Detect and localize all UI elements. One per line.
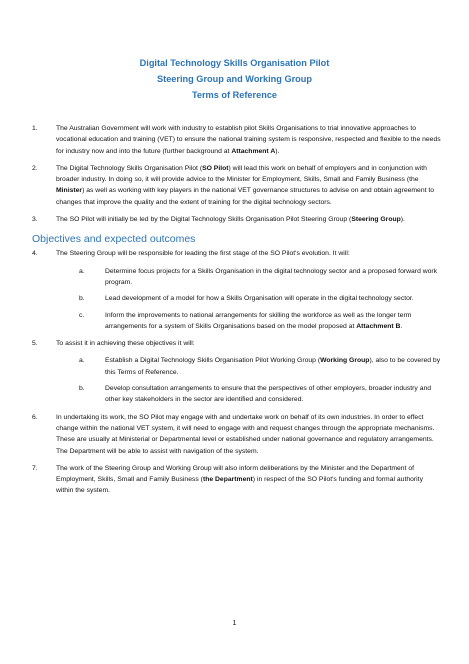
paragraph-text: ) in respect of the SO Pilot's funding and formal authority within the system. — [56, 476, 423, 495]
paragraph-4 — [32, 248, 442, 332]
paragraph-7 — [32, 463, 442, 497]
sub-item — [79, 355, 442, 378]
paragraph-text: The work of the Steering Group and Working Group will also inform deliberations by the Minister and the Department of Employment, Skills, Small and Family Business ( — [56, 464, 415, 484]
paragraph-6 — [32, 412, 442, 457]
section-heading: Objectives and expected outcomes — [32, 233, 196, 246]
sub-item-letter: b. — [79, 385, 85, 393]
paragraph-1 — [32, 123, 442, 157]
sub-item-text: Develop consultation arrangements to ensure that the perspectives of other employers, broader industry and other key stakeholders in the sector are identified and considered. — [105, 385, 432, 404]
bold-term: Attachment B — [356, 322, 401, 330]
paragraph-number: 5. — [32, 340, 38, 348]
paragraph-number: 7. — [32, 464, 38, 472]
bold-term: SO Pilot — [202, 164, 229, 172]
paragraph-number: 3. — [32, 216, 38, 224]
paragraph-text: In undertaking its work, the SO Pilot may engage with and undertake work on behalf of its own industries. In order to effect change within the national VET system, it will need to engage with and request changes through the appropriate mechanisms. These are usually at Ministerial or Departmental level or established under national governance and regulatory arrangements. The Department will be able to assist with navigation of the system. — [56, 413, 435, 455]
paragraph-number: 1. — [32, 125, 38, 132]
sub-item-letter: a. — [79, 357, 85, 365]
document-title — [0, 55, 469, 103]
sub-item-text: . — [400, 322, 403, 330]
paragraph-text: ). — [400, 216, 405, 224]
paragraph-text: ) will lead this work on behalf of employers and in conjunction with broader industry. In doing so, it will provide advice to the Minister for Employment, Skills, Small and Family Business (the — [56, 164, 427, 184]
sub-item-text: Inform the improvements to national arrangements for skilling the workforce as well as the longer term arrangements for a system of Skills Organisations based on the model proposed at — [105, 311, 412, 330]
title-line-3: Terms of Reference — [191, 90, 278, 100]
sub-item-text: Establish a Digital Technology Skills Organisation Pilot Working Group ( — [105, 357, 321, 365]
sub-item — [79, 293, 442, 304]
sub-list — [56, 355, 442, 405]
sub-item-letter: b. — [79, 295, 85, 303]
sub-item-letter: a. — [79, 267, 85, 275]
bold-term: the Department — [202, 476, 253, 484]
paragraph-5 — [32, 338, 442, 405]
paragraph-text: The Steering Group will be responsible for leading the first stage of the SO Pilot's evolution. It will: — [56, 250, 350, 258]
paragraph-text: The Australian Government will work with industry to establish pilot Skills Organisations to trial innovative approaches to vocational education and training (VET) to ensure the national training system is responsive, respected and flexible to the needs for industry now and into the future (further background at — [56, 125, 441, 155]
paragraph-text: ) as well as working with key players in the national VET governance structures to advise on and obtain agreement to changes that improve the quality and the extent of training for the digital technology sectors. — [56, 187, 435, 206]
paragraph-text: The SO Pilot will initially be led by the Digital Technology Skills Organisation Pilot Steering Group ( — [56, 216, 352, 224]
sub-item — [79, 266, 442, 289]
sub-item-text: Determine focus projects for a Skills Organisation in the digital technology sector and a proposed forward work program. — [105, 267, 438, 286]
sub-item-text: Lead development of a model for how a Skills Organisation will operate in the digital technology sector. — [105, 295, 414, 303]
sub-item-text: ), also to be covered by this Terms of Reference. — [105, 357, 441, 376]
paragraph-text: The Digital Technology Skills Organisation Pilot ( — [56, 164, 203, 172]
sub-item — [79, 383, 442, 406]
paragraph-2 — [32, 163, 442, 208]
paragraph-number: 2. — [32, 164, 38, 172]
paragraph-text: ). — [275, 147, 280, 155]
paragraph-number: 4. — [32, 250, 38, 258]
bold-term: Steering Group — [351, 216, 401, 224]
bold-term: Minister — [56, 187, 83, 195]
title-line-2: Steering Group and Working Group — [157, 74, 312, 84]
page-number: 1 — [232, 620, 237, 627]
bold-term: Attachment A — [231, 147, 276, 155]
title-line-1: Digital Technology Skills Organisation Pilot — [139, 58, 330, 68]
paragraph-3 — [32, 214, 442, 225]
paragraph-number: 6. — [32, 413, 38, 421]
document-body — [32, 123, 442, 503]
sub-item-letter: c. — [79, 311, 85, 319]
bold-term: Working Group — [320, 357, 370, 365]
sub-list — [56, 266, 442, 332]
paragraph-text: To assist it in achieving these objectives it will: — [56, 340, 195, 348]
sub-item — [79, 310, 442, 333]
